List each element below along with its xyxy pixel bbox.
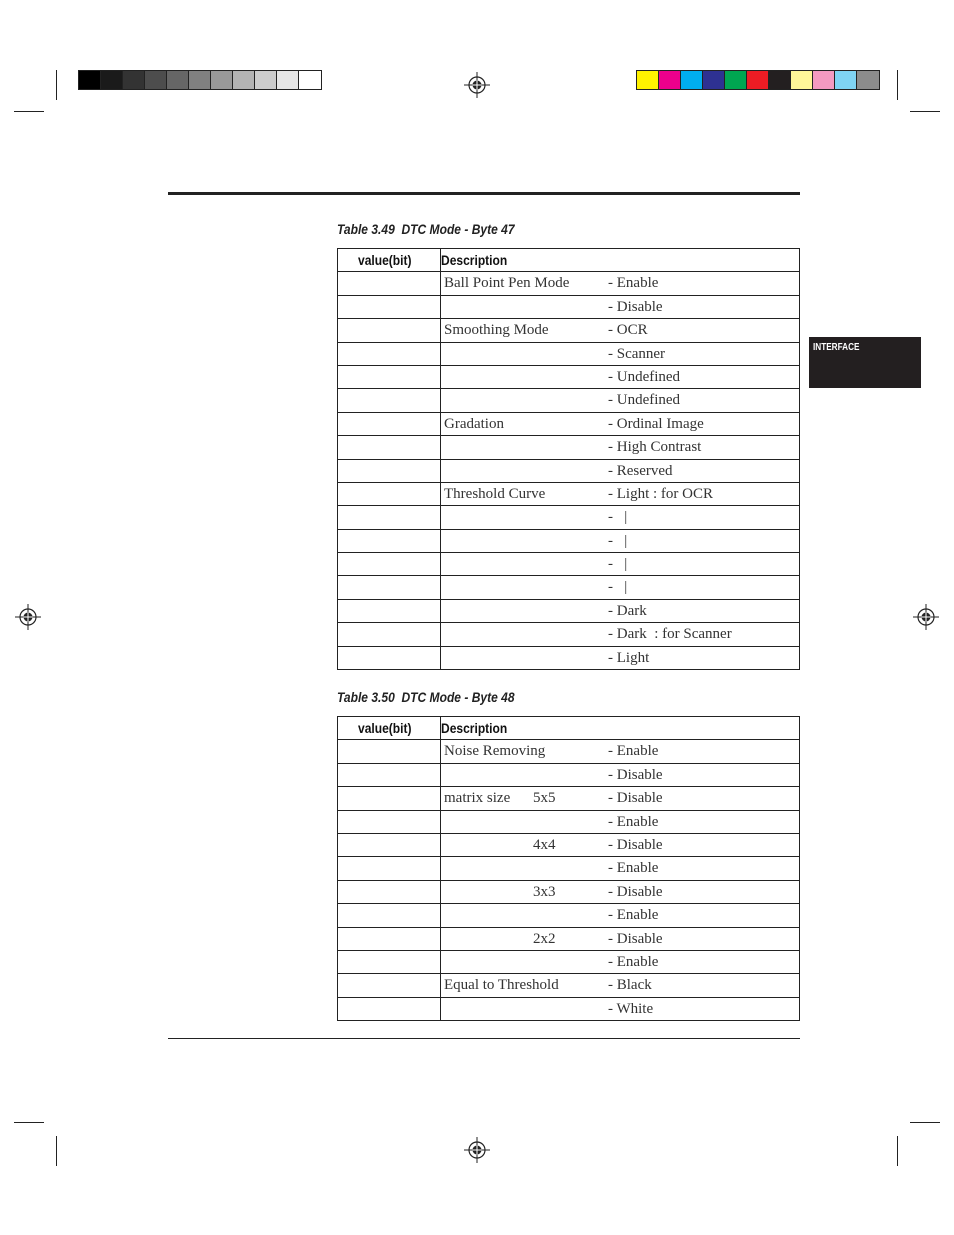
row-sublabel: 2x2 xyxy=(533,930,556,947)
table-row xyxy=(338,763,800,786)
color-swatch xyxy=(145,71,167,89)
value-cell xyxy=(338,623,441,646)
value-cell xyxy=(338,553,441,576)
table-row xyxy=(338,904,800,927)
table-row xyxy=(338,857,800,880)
row-setting: - Reserved xyxy=(608,462,673,479)
table-row xyxy=(338,319,800,342)
row-setting: - Disable xyxy=(608,790,663,807)
table-row xyxy=(338,295,800,318)
description-cell xyxy=(441,857,800,880)
table-row xyxy=(338,365,800,388)
column-header-value: value(bit) xyxy=(338,717,441,740)
section-tab-label: INTERFACE xyxy=(813,342,860,353)
color-swatch xyxy=(681,71,703,89)
value-cell xyxy=(338,927,441,950)
color-swatch xyxy=(211,71,233,89)
table-row xyxy=(338,810,800,833)
table-row xyxy=(338,740,800,763)
row-setting: - Enable xyxy=(608,953,659,970)
column-header-description: Description xyxy=(441,249,800,272)
table-caption: Table 3.49 DTC Mode - Byte 47 xyxy=(337,221,515,237)
color-swatch xyxy=(637,71,659,89)
color-swatch xyxy=(769,71,791,89)
registration-mark-icon xyxy=(464,72,490,98)
section-tab-interface xyxy=(809,337,921,388)
description-cell xyxy=(441,482,800,505)
color-swatch xyxy=(703,71,725,89)
table-row xyxy=(338,482,800,505)
color-swatch xyxy=(233,71,255,89)
value-cell xyxy=(338,857,441,880)
value-cell xyxy=(338,529,441,552)
table-row xyxy=(338,529,800,552)
table-row xyxy=(338,412,800,435)
value-cell xyxy=(338,482,441,505)
row-setting: - Disable xyxy=(608,836,663,853)
table-row xyxy=(338,997,800,1020)
row-label: Smoothing Mode xyxy=(444,322,549,339)
description-cell xyxy=(441,272,800,295)
table-row xyxy=(338,599,800,622)
row-setting: - Dark xyxy=(608,602,647,619)
description-cell xyxy=(441,436,800,459)
description-cell xyxy=(441,295,800,318)
column-header-description: Description xyxy=(441,717,800,740)
row-setting: - High Contrast xyxy=(608,439,702,456)
crop-mark xyxy=(897,70,898,100)
value-cell xyxy=(338,880,441,903)
value-cell xyxy=(338,787,441,810)
grayscale-color-bar xyxy=(78,70,322,90)
description-cell xyxy=(441,459,800,482)
table-row xyxy=(338,553,800,576)
value-cell xyxy=(338,763,441,786)
description-cell xyxy=(441,880,800,903)
description-cell xyxy=(441,646,800,669)
table-row xyxy=(338,646,800,669)
table-row xyxy=(338,787,800,810)
value-cell xyxy=(338,646,441,669)
description-cell xyxy=(441,576,800,599)
description-cell xyxy=(441,787,800,810)
row-label: Equal to Threshold xyxy=(444,977,559,994)
row-sublabel: 5x5 xyxy=(533,790,556,807)
color-swatch xyxy=(725,71,747,89)
table-header-row xyxy=(338,249,800,272)
description-cell xyxy=(441,810,800,833)
value-cell xyxy=(338,599,441,622)
row-setting: - Light xyxy=(608,649,650,666)
value-cell xyxy=(338,576,441,599)
value-cell xyxy=(338,810,441,833)
description-cell xyxy=(441,319,800,342)
value-cell xyxy=(338,272,441,295)
value-cell xyxy=(338,950,441,973)
table-row xyxy=(338,833,800,856)
color-swatch xyxy=(79,71,101,89)
table-row xyxy=(338,927,800,950)
value-cell xyxy=(338,833,441,856)
row-setting: - Disable xyxy=(608,930,663,947)
description-cell xyxy=(441,389,800,412)
row-setting: - Scanner xyxy=(608,345,666,362)
color-swatch xyxy=(101,71,123,89)
table-row xyxy=(338,389,800,412)
row-setting: - OCR xyxy=(608,322,648,339)
row-sublabel: 4x4 xyxy=(533,836,556,853)
color-swatch xyxy=(299,71,321,89)
value-cell xyxy=(338,295,441,318)
color-swatch xyxy=(857,71,879,89)
row-setting: - Light : for OCR xyxy=(608,485,713,502)
row-setting: - Enable xyxy=(608,907,659,924)
description-cell xyxy=(441,740,800,763)
description-cell xyxy=(441,763,800,786)
table-row xyxy=(338,974,800,997)
row-label: matrix size xyxy=(444,790,511,807)
value-cell xyxy=(338,389,441,412)
row-setting: - | xyxy=(608,509,628,526)
value-cell xyxy=(338,436,441,459)
footer-rule xyxy=(168,1038,800,1039)
table-row xyxy=(338,436,800,459)
color-swatch xyxy=(747,71,769,89)
row-setting: - Undefined xyxy=(608,368,681,385)
table-row xyxy=(338,342,800,365)
color-swatch xyxy=(189,71,211,89)
table-caption: Table 3.50 DTC Mode - Byte 48 xyxy=(337,689,515,705)
value-cell xyxy=(338,319,441,342)
column-header-value: value(bit) xyxy=(338,249,441,272)
description-cell xyxy=(441,553,800,576)
row-label: Threshold Curve xyxy=(444,485,546,502)
description-cell xyxy=(441,927,800,950)
row-setting: - Black xyxy=(608,977,652,994)
row-sublabel: 3x3 xyxy=(533,883,556,900)
color-swatch xyxy=(659,71,681,89)
value-cell xyxy=(338,974,441,997)
value-cell xyxy=(338,740,441,763)
row-setting: - Disable xyxy=(608,883,663,900)
row-setting: - Disable xyxy=(608,766,663,783)
registration-mark-icon xyxy=(913,604,939,630)
row-setting: - Enable xyxy=(608,743,659,760)
table-row xyxy=(338,950,800,973)
color-swatch xyxy=(123,71,145,89)
row-setting: - Disable xyxy=(608,298,663,315)
header-rule xyxy=(168,192,800,195)
row-setting: - | xyxy=(608,532,628,549)
row-setting: - Undefined xyxy=(608,392,681,409)
dtc-byte47-table xyxy=(337,248,800,670)
table-header-row xyxy=(338,717,800,740)
table-row xyxy=(338,272,800,295)
description-cell xyxy=(441,623,800,646)
description-cell xyxy=(441,599,800,622)
color-swatch xyxy=(255,71,277,89)
description-cell xyxy=(441,950,800,973)
color-swatch xyxy=(813,71,835,89)
table-row xyxy=(338,576,800,599)
crop-mark xyxy=(14,1122,44,1123)
row-setting: - Enable xyxy=(608,275,659,292)
description-cell xyxy=(441,904,800,927)
crop-mark xyxy=(14,111,44,112)
value-cell xyxy=(338,365,441,388)
row-label: Ball Point Pen Mode xyxy=(444,275,570,292)
description-cell xyxy=(441,342,800,365)
row-setting: - Ordinal Image xyxy=(608,415,704,432)
description-cell xyxy=(441,529,800,552)
registration-mark-icon xyxy=(464,1137,490,1163)
description-cell xyxy=(441,833,800,856)
row-setting: - | xyxy=(608,556,628,573)
row-label: Gradation xyxy=(444,415,504,432)
crop-mark xyxy=(56,70,57,100)
dtc-byte48-table xyxy=(337,716,800,1021)
value-cell xyxy=(338,506,441,529)
table-row xyxy=(338,506,800,529)
value-cell xyxy=(338,997,441,1020)
registration-mark-icon xyxy=(15,604,41,630)
color-swatch xyxy=(277,71,299,89)
table-row xyxy=(338,623,800,646)
description-cell xyxy=(441,506,800,529)
row-setting: - Enable xyxy=(608,860,659,877)
value-cell xyxy=(338,342,441,365)
table-row xyxy=(338,459,800,482)
crop-mark xyxy=(897,1136,898,1166)
process-color-bar xyxy=(636,70,880,90)
description-cell xyxy=(441,412,800,435)
row-setting: - White xyxy=(608,1000,654,1017)
color-swatch xyxy=(167,71,189,89)
description-cell xyxy=(441,365,800,388)
crop-mark xyxy=(56,1136,57,1166)
description-cell xyxy=(441,997,800,1020)
table-row xyxy=(338,880,800,903)
value-cell xyxy=(338,459,441,482)
color-swatch xyxy=(835,71,857,89)
crop-mark xyxy=(910,111,940,112)
color-swatch xyxy=(791,71,813,89)
row-setting: - Dark : for Scanner xyxy=(608,626,732,643)
row-setting: - Enable xyxy=(608,813,659,830)
value-cell xyxy=(338,412,441,435)
row-setting: - | xyxy=(608,579,628,596)
crop-mark xyxy=(910,1122,940,1123)
value-cell xyxy=(338,904,441,927)
description-cell xyxy=(441,974,800,997)
row-label: Noise Removing xyxy=(444,743,546,760)
